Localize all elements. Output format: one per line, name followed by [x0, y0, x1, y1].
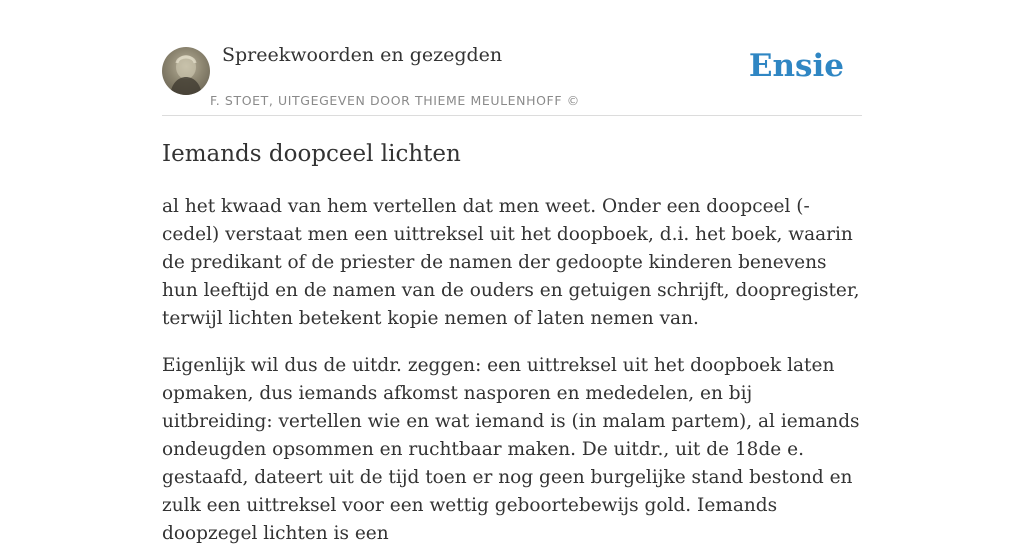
- entry-paragraph-1: al het kwaad van hem vertellen dat men weet. Onder een doopceel (-cedel) verstaat men een uittreksel uit het doopboek, d.i. het boek, waarin de predikant of de priester de namen der gedoopte kinderen benevens hun leeftijd en de namen van de ouders en getuigen schrijft, doopregister, terwijl lichten betekent kopie nemen of laten nemen van.: [162, 196, 860, 329]
- ensie-logo-link[interactable]: Ensie: [748, 48, 844, 84]
- page-container: [162, 0, 862, 548]
- book-title-link[interactable]: Spreekwoorden en gezegden: [222, 44, 503, 66]
- entry-paragraph-2: Eigenlijk wil dus de uitdr. zeggen: een uittreksel uit het doopboek laten opmaken, dus iemands afkomst nasporen en mededelen, en bij uitbreiding: vertellen wie en wat iemand is (in malam partem), al iemands ondeugden opsommen en ruchtbaar maken. De uitdr., uit de 18de e. gestaafd, dateert uit de tijd toen er nog geen burgelijke stand bestond en zulk een uittreksel voor een wettig geboortebewijs gold. Iemands doopzegel lichten is een: [162, 355, 860, 544]
- author-portrait-icon[interactable]: [162, 47, 210, 95]
- page-header: [162, 0, 862, 116]
- book-credit: F. STOET, UITGEGEVEN DOOR THIEME MEULENHOFF ©: [210, 93, 580, 108]
- entry-title: Iemands doopceel lichten: [162, 141, 461, 167]
